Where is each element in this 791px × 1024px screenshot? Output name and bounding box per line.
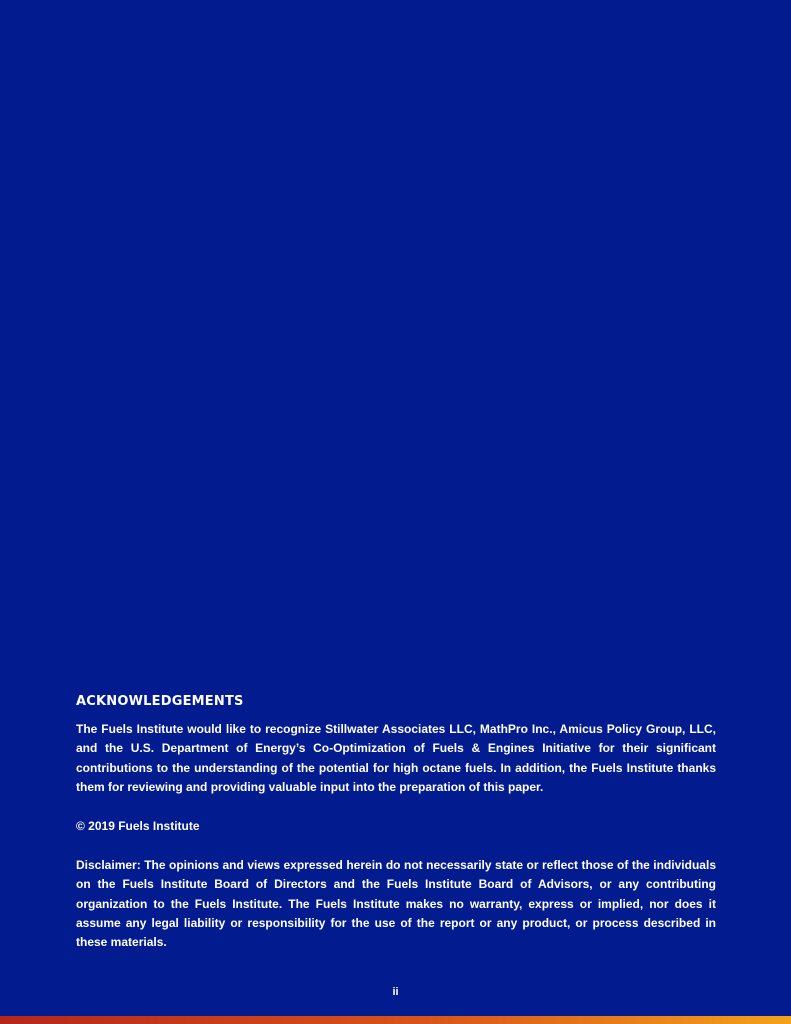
spacer (76, 836, 716, 855)
acknowledgements-heading: ACKNOWLEDGEMENTS (76, 694, 244, 709)
copyright-notice: © 2019 Fuels Institute (76, 819, 200, 834)
disclaimer-text: Disclaimer: The opinions and views expressed herein do not necessarily state or reflect those of the individuals on the Fuels Institute Board of Directors and the Fuels Institute Board of Advisors, or any contributing organization to the Fuels Institute. The Fuels Institute makes no warranty, express or implied, nor does it assume any legal liability or responsibility for the use of the report or any product, or process described in these materials. (76, 857, 716, 950)
acknowledgements-section (76, 694, 716, 953)
page-number: ii (392, 986, 399, 998)
bottom-gradient-bar (0, 1016, 791, 1024)
spacer (76, 798, 716, 817)
acknowledgements-body: The Fuels Institute would like to recognize Stillwater Associates LLC, MathPro Inc., Amicus Policy Group, LLC, and the U.S. Department of Energy’s Co-Optimization of Fuels & Engines Initiative for their significant contributions to the understanding of the potential for high octane fuels. In addition, the Fuels Institute thanks them for reviewing and providing valuable input into the preparation of this paper. (76, 722, 716, 795)
